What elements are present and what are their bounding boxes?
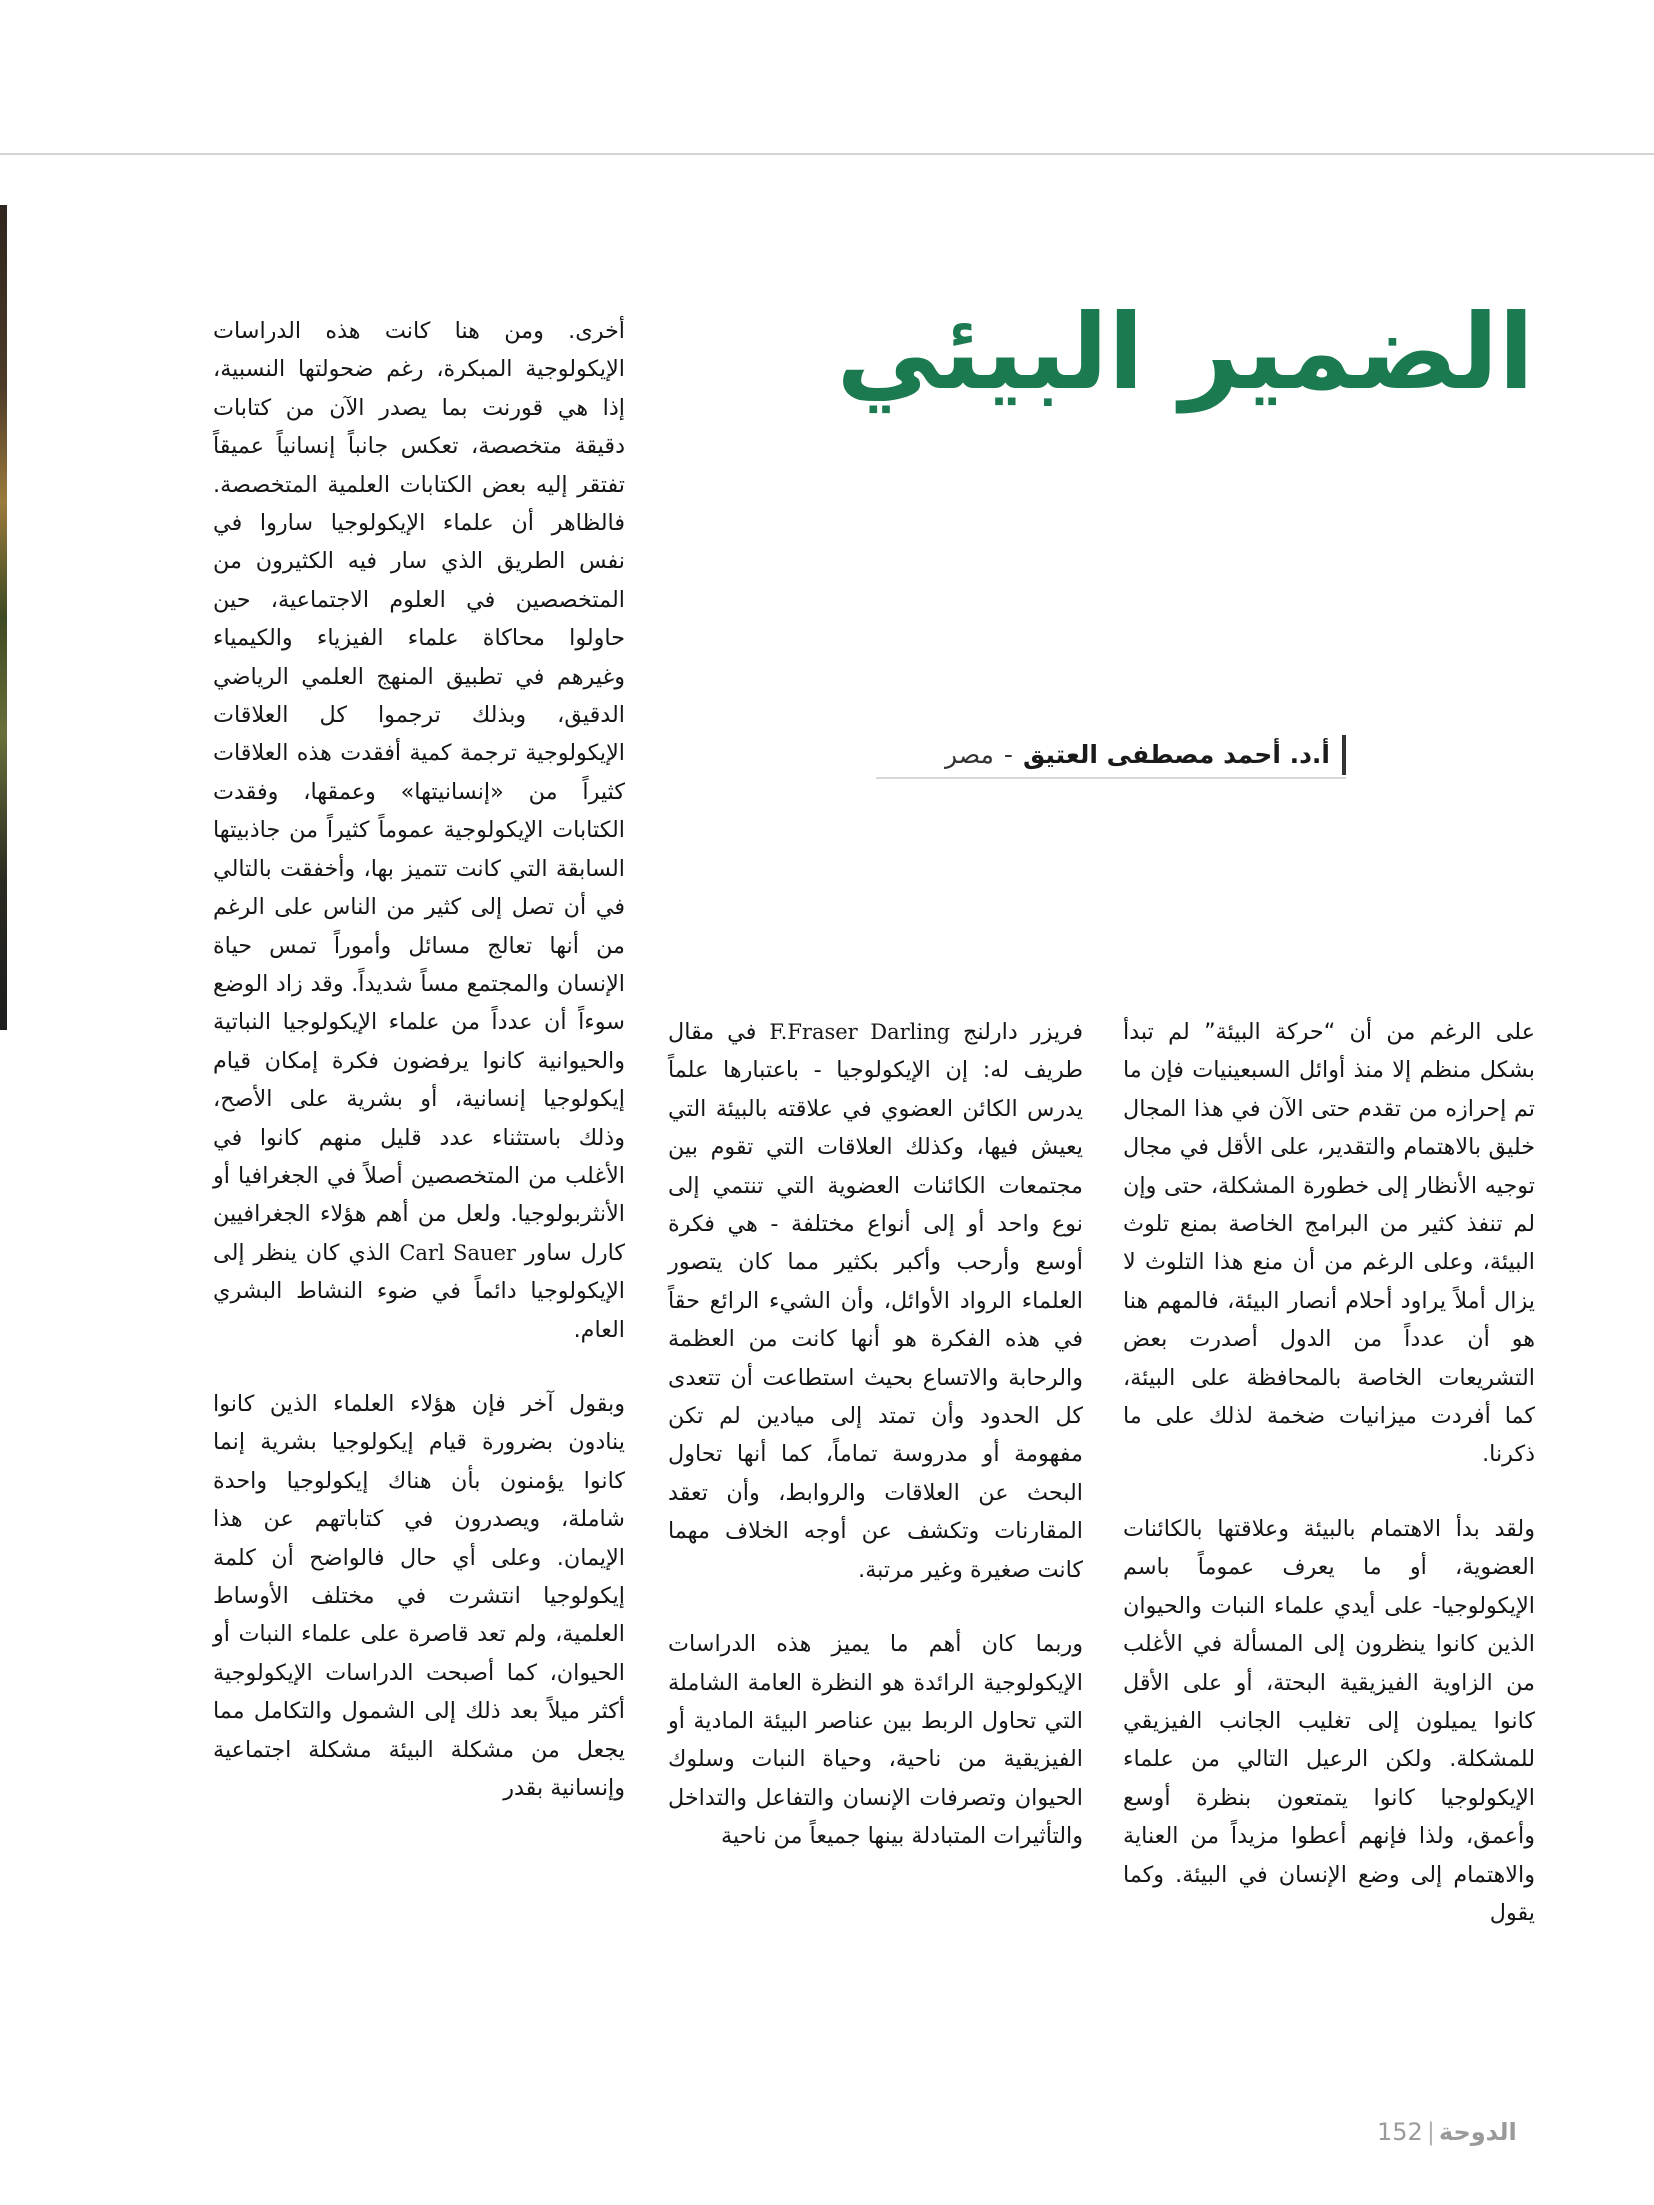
text-column-right bbox=[1123, 1013, 1535, 1932]
paragraph-text: في مقال طريف له: إن الإيكولوجيا - باعتبارها علماً يدرس الكائن العضوي في علاقته بالبيئة التي يعيش فيها، وكذلك العلاقات التي تقوم بين مجتمعات الكائنات العضوية التي تنتمي إلى نوع واحد أو إلى أنواع مختلفة - هي فكرة أوسع وأرحب وأكبر بكثير مما كان يتصور العلماء الرواد الأوائل، وأن الشيء الرائع حقاً في هذه الفكرة هو أنها كانت من العظمة والرحابة والاتساع بحيث استطاعت أن تتعدى كل الحدود وأن تمتد إلى ميادين لم تكن مفهومة أو مدروسة تماماً، كما أنها تحاول البحث عن العلاقات والروابط، وأن تعقد المقارنات وتكشف عن أوجه الخلاف مهما كانت صغيرة وغير مرتبة. bbox=[668, 1019, 1083, 1583]
paragraph-text: أخرى. ومن هنا كانت هذه الدراسات الإيكولوجية المبكرة، رغم ضحولتها النسبية، إذا هي قورنت بما يصدر الآن من كتابات دقيقة متخصصة، تعكس جانباً إنسانياً عميقاً تفتقر إليه بعض الكتابات العلمية المتخصصة. فالظاهر أن علماء الإيكولوجيا ساروا في نفس الطريق الذي سار فيه الكثيرون من المتخصصين في العلوم الاجتماعية، حين حاولوا محاكاة علماء الفيزياء والكيمياء وغيرهم في تطبيق المنهج العلمي الرياضي الدقيق، وبذلك ترجموا كل العلاقات الإيكولوجية ترجمة كمية أفقدت هذه العلاقات كثيراً من «إنسانيتها» وعمقها، وفقدت الكتابات الإيكولوجية عموماً كثيراً من جاذبيتها السابقة التي كانت تتميز بها، وأخفقت بالتالي في أن تصل إلى كثير من الناس على الرغم من أنها تعالج مسائل وأموراً تمس حياة الإنسان والمجتمع مساً شديداً. وقد زاد الوضع سوءاً أن عدداً من علماء الإيكولوجيا النباتية والحيوانية كانوا يرفضون فكرة إمكان قيام إيكولوجيا إنسانية، أو بشرية على الأصح، وذلك باستثناء عدد قليل منهم كانوا في الأغلب من المتخصصين أصلاً في الجغرافيا أو الأنثربولوجيا. ولعل من أهم هؤلاء الجغرافيين كارل ساور bbox=[213, 318, 626, 1266]
paragraph: وربما كان أهم ما يميز هذه الدراسات الإيكولوجية الرائدة هو النظرة العامة الشاملة التي تحاول الربط بين عناصر البيئة المادية أو الفيزيقية من ناحية، وحياة النبات وسلوك الحيوان وتصرفات الإنسان والتفاعل والتداخل والتأثيرات المتبادلة بينها جميعاً من ناحية bbox=[668, 1631, 1083, 1850]
author-country: مصر bbox=[945, 740, 994, 769]
byline-dash: - bbox=[1003, 740, 1013, 769]
top-divider bbox=[0, 153, 1654, 155]
name-latin: Carl Sauer bbox=[399, 1240, 516, 1265]
paragraph bbox=[213, 312, 625, 1349]
paragraph: وبقول آخر فإن هؤلاء العلماء الذين كانوا ينادون بضرورة قيام إيكولوجيا بشرية إنما كانوا يؤمنون بأن هناك إيكولوجيا واحدة شاملة، ويصدرون في كتاباتهم عن هذا الإيمان. وعلى أي حال فالواضح أن كلمة إيكولوجيا انتشرت في مختلف الأوساط العلمية، ولم تعد قاصرة على علماء النبات أو الحيوان، كما أصبحت الدراسات الإيكولوجية أكثر ميلاً بعد ذلك إلى الشمول والتكامل مما يجعل من مشكلة البيئة مشكلة اجتماعية وإنسانية بقدر bbox=[213, 1390, 625, 1802]
paragraph: ولقد بدأ الاهتمام بالبيئة وعلاقتها بالكائنات العضوية، أو ما يعرف عموماً باسم الإيكولوجيا- على أيدي علماء النبات والحيوان الذين كانوا ينظرون إلى المسألة في الأغلب من الزاوية الفيزيقية البحتة، أو على الأقل كانوا يميلون إلى تغليب الجانب الفيزيقي للمشكلة. ولكن الرعيل التالي من علماء الإيكولوجيا كانوا يتمتعون بنظرة أوسع وأعمق، ولذا فإنهم أعطوا مزيداً من العناية والاهتمام إلى وضع الإنسان في البيئة. وكما يقول bbox=[1123, 1515, 1535, 1926]
paragraph-text: الذي كان ينظر إلى الإيكولوجيا دائماً في ضوء النشاط البشري العام. bbox=[213, 1239, 625, 1343]
byline bbox=[945, 735, 1346, 775]
byline-underline bbox=[876, 777, 1346, 779]
adjacent-page-photo-edge bbox=[0, 205, 7, 1030]
magazine-name: الدوحة bbox=[1438, 2118, 1517, 2146]
fraser-name-line bbox=[769, 1019, 1083, 1045]
article-title: الضمير البيئي bbox=[836, 291, 1534, 413]
footer-separator: | bbox=[1426, 2118, 1435, 2146]
author-name: أ.د. أحمد مصطفى العتيق bbox=[1022, 740, 1330, 769]
text-column-left bbox=[213, 312, 625, 1807]
text-column-middle bbox=[668, 1013, 1083, 1856]
name-latin: F.Fraser Darling bbox=[769, 1020, 951, 1044]
name-arabic: فريزر دارلنج bbox=[963, 1019, 1083, 1045]
paragraph: على الرغم من أن “حركة البيئة” لم تبدأ بشكل منظم إلا منذ أوائل السبعينيات فإن ما تم إحرازه من تقدم حتى الآن في هذا المجال خليق بالاهتمام والتقدير، على الأقل في مجال توجيه الأنظار إلى خطورة المشكلة، حتى وإن لم تنفذ كثير من البرامج الخاصة بمنع تلوث البيئة، وعلى الرغم من أن منع هذا التلوث لا يزال أملاً يراود أحلام أنصار البيئة، فالمهم هنا هو أن عدداً من الدول أصدرت بعض التشريعات الخاصة بالمحافظة على البيئة، كما أفردت ميزانيات ضخمة لذلك على ما ذكرنا. bbox=[1123, 1019, 1535, 1468]
page-number: 152 bbox=[1377, 2118, 1423, 2146]
page-footer bbox=[1377, 2117, 1517, 2147]
paragraph bbox=[668, 1013, 1083, 1589]
